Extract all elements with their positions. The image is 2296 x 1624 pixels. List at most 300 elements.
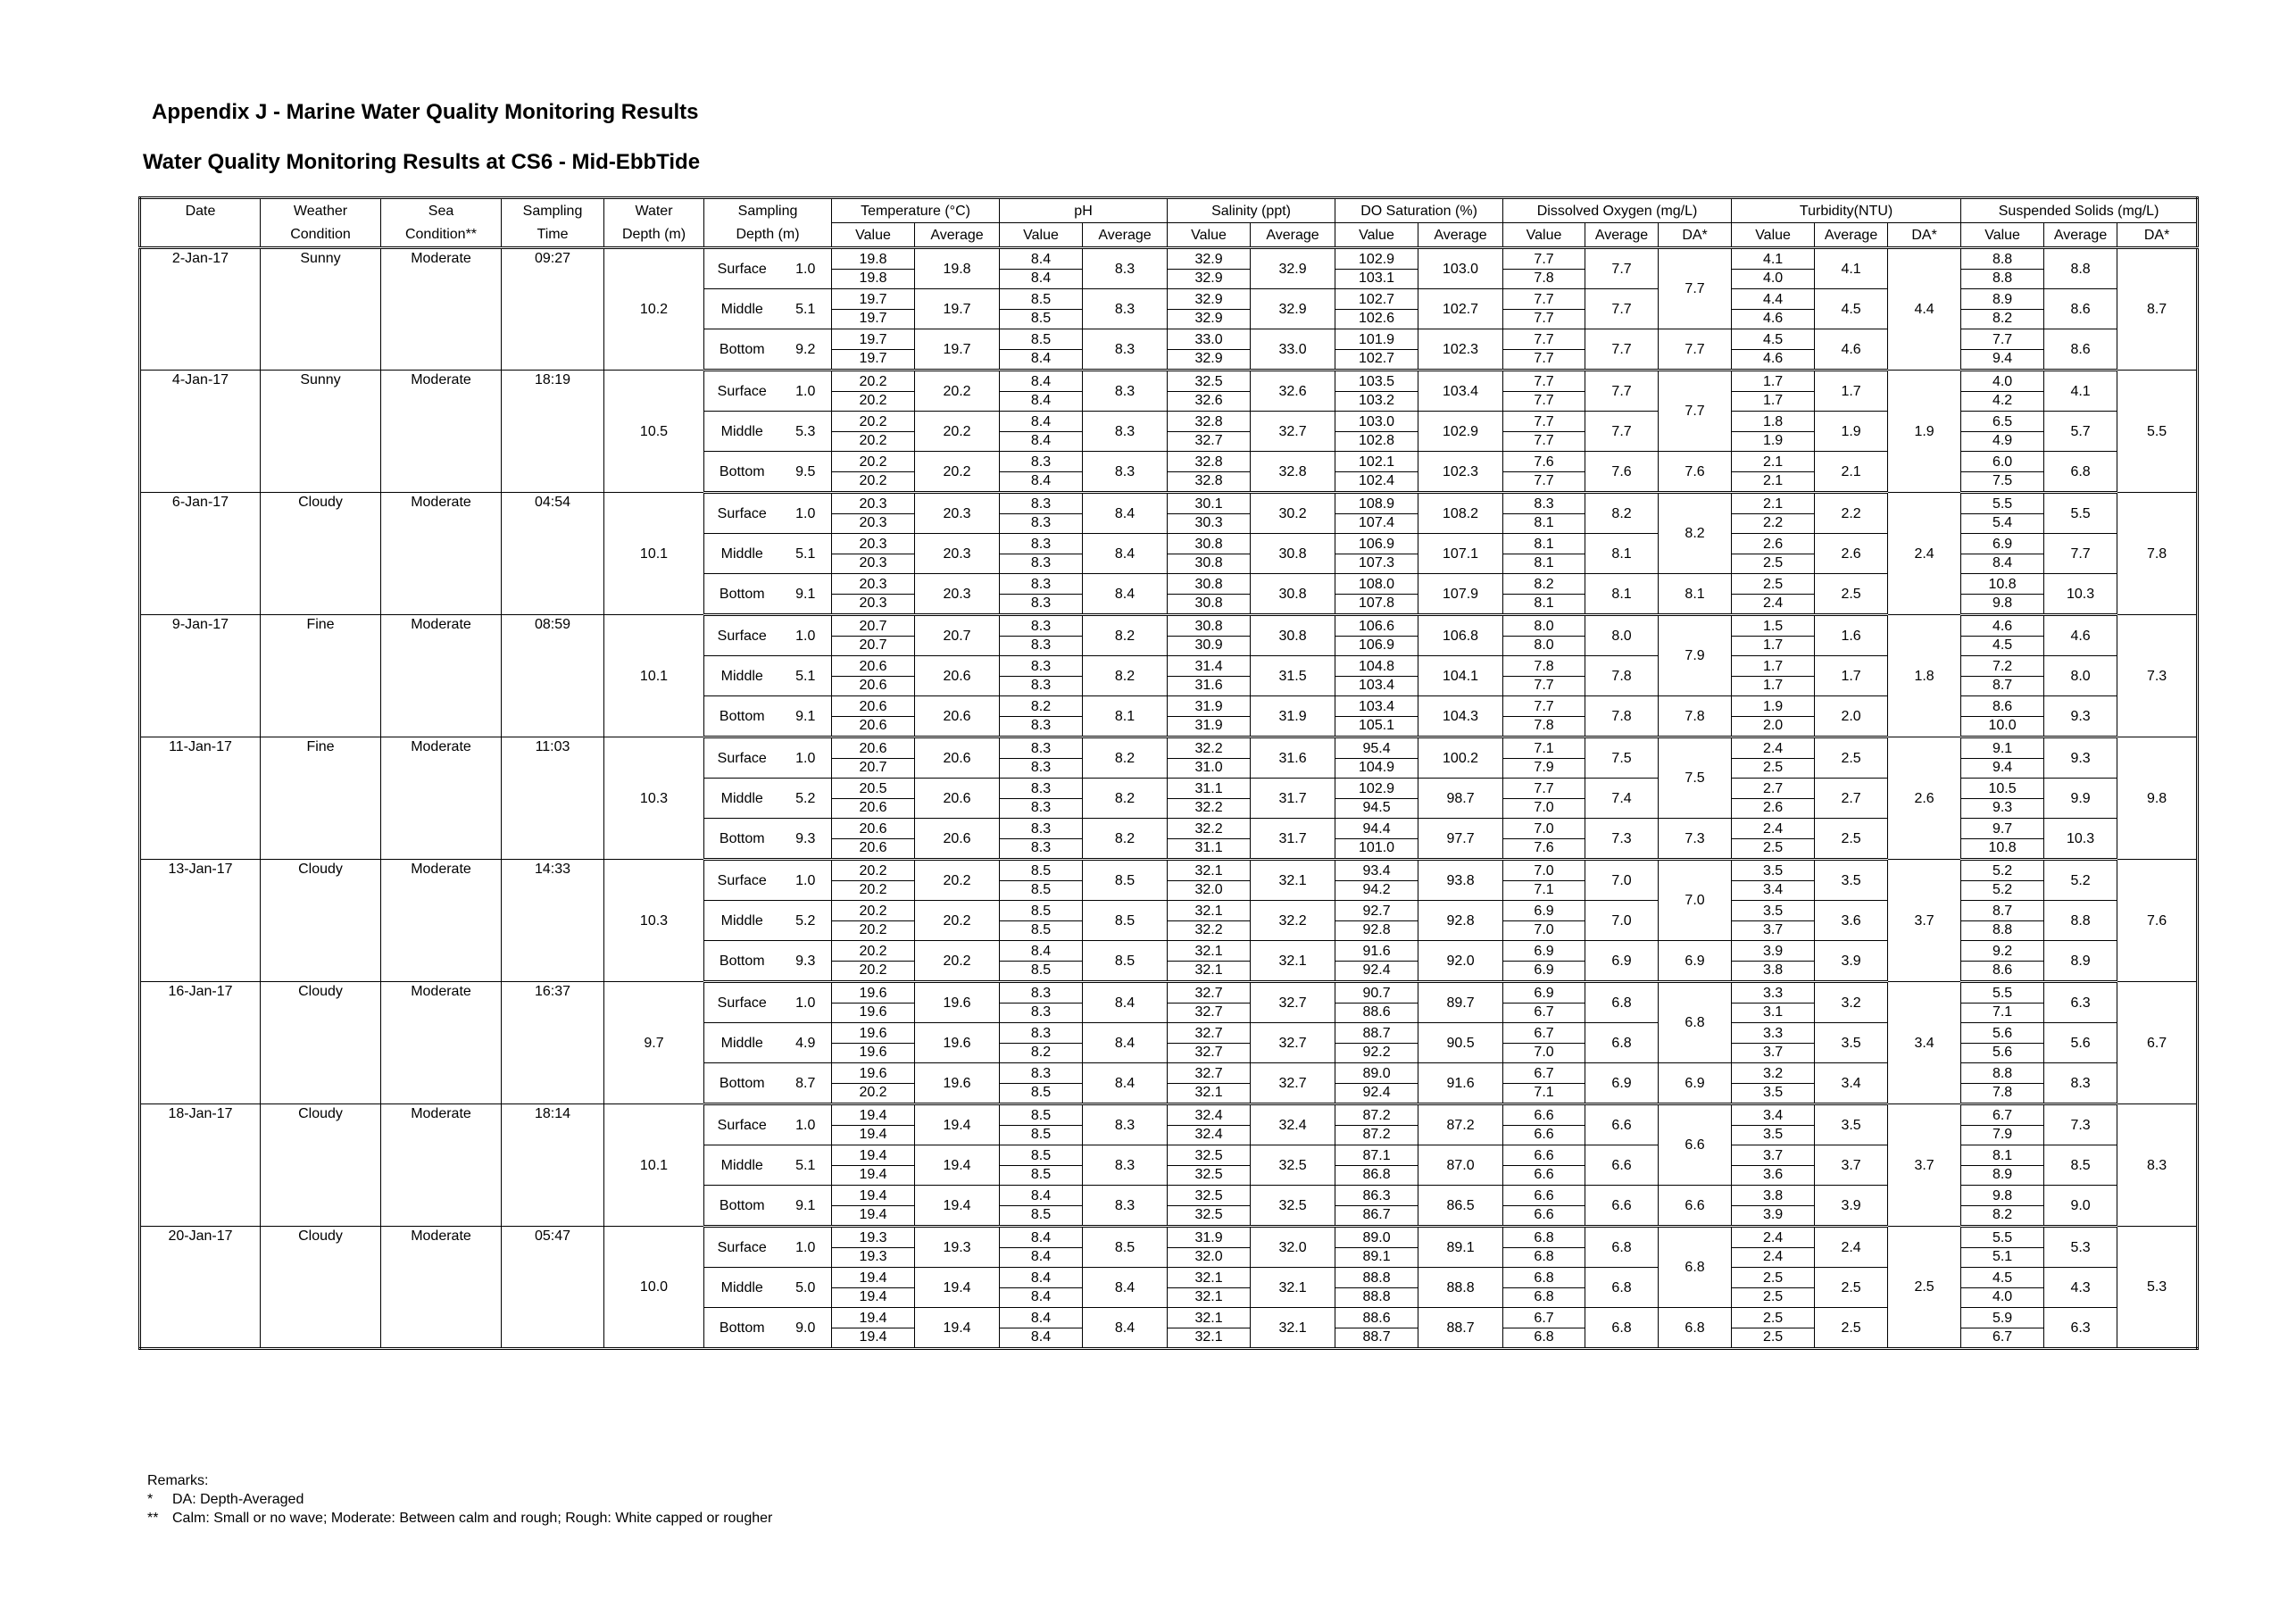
sampling-depth-cell: 8.7 bbox=[780, 1063, 832, 1104]
water-depth-cell: 10.3 bbox=[604, 737, 704, 860]
dissolved-oxygen-values bbox=[1503, 860, 1585, 901]
salinity-values bbox=[1168, 248, 1251, 289]
sea-condition-cell: Moderate bbox=[381, 493, 502, 615]
suspended-solids-values-reading: 7.9 bbox=[1961, 1125, 2043, 1144]
sampling-depth-cell: 5.1 bbox=[780, 289, 832, 329]
dissolved-oxygen-average: 8.1 bbox=[1585, 534, 1659, 574]
turbidity-average: 3.9 bbox=[1815, 941, 1888, 982]
sampling-level-cell: Surface bbox=[704, 493, 780, 534]
do-saturation-values-reading: 103.0 bbox=[1359, 413, 1395, 429]
dissolved-oxygen-average: 6.8 bbox=[1585, 982, 1659, 1023]
dissolved-oxygen-values bbox=[1503, 982, 1585, 1023]
suspended-solids-values-reading: 9.8 bbox=[1992, 1187, 2013, 1203]
temperature-values bbox=[832, 534, 915, 574]
do-saturation-average: 89.1 bbox=[1418, 1227, 1503, 1268]
turbidity-values bbox=[1732, 452, 1815, 493]
temperature-average: 19.8 bbox=[915, 248, 1000, 289]
dissolved-oxygen-values-reading: 6.8 bbox=[1534, 1229, 1554, 1245]
do-saturation-values bbox=[1335, 860, 1418, 901]
ph-average: 8.5 bbox=[1083, 901, 1168, 941]
do-saturation-values-reading: 92.8 bbox=[1335, 920, 1418, 939]
salinity-values bbox=[1168, 1145, 1251, 1186]
salinity-average: 32.1 bbox=[1251, 860, 1335, 901]
ph-average: 8.4 bbox=[1083, 1308, 1168, 1349]
temperature-values-reading: 20.2 bbox=[832, 920, 914, 939]
dissolved-oxygen-average: 7.7 bbox=[1585, 329, 1659, 371]
ph-values-reading: 8.4 bbox=[1000, 349, 1082, 368]
dissolved-oxygen-values-reading: 7.1 bbox=[1534, 740, 1554, 756]
temperature-values-reading: 20.2 bbox=[832, 961, 914, 979]
sampling-level-cell: Middle bbox=[704, 1268, 780, 1308]
temperature-values-reading: 20.3 bbox=[859, 496, 887, 512]
turbidity-average: 3.5 bbox=[1815, 1023, 1888, 1063]
sampling-depth-cell: 1.0 bbox=[780, 1104, 832, 1145]
temperature-average: 19.6 bbox=[915, 982, 1000, 1023]
do-saturation-values bbox=[1335, 901, 1418, 941]
suspended-solids-average: 8.8 bbox=[2044, 248, 2117, 289]
temperature-values bbox=[832, 1063, 915, 1104]
do-saturation-values-reading: 102.1 bbox=[1359, 454, 1395, 470]
suspended-solids-values-reading: 5.6 bbox=[1992, 1025, 2013, 1041]
suspended-solids-values-reading: 10.8 bbox=[1961, 838, 2043, 857]
suspended-solids-values-reading: 8.6 bbox=[1992, 698, 2013, 714]
dissolved-oxygen-values-reading: 7.1 bbox=[1503, 1083, 1585, 1102]
do-saturation-values-reading: 88.7 bbox=[1362, 1025, 1391, 1041]
header-do-saturation: DO Saturation (%) bbox=[1335, 198, 1503, 223]
temperature-values-reading: 19.4 bbox=[832, 1165, 914, 1184]
suspended-solids-values-reading: 5.1 bbox=[1961, 1247, 2043, 1266]
header-average: Average bbox=[1083, 223, 1168, 248]
temperature-values bbox=[832, 982, 915, 1023]
salinity-values bbox=[1168, 452, 1251, 493]
sampling-depth-cell: 1.0 bbox=[780, 248, 832, 289]
ph-values bbox=[1000, 329, 1083, 371]
salinity-values-reading: 32.1 bbox=[1168, 1287, 1250, 1306]
do-saturation-values-reading: 107.4 bbox=[1335, 513, 1418, 532]
dissolved-oxygen-values bbox=[1503, 819, 1585, 860]
sampling-time-cell: 05:47 bbox=[502, 1227, 604, 1349]
dissolved-oxygen-values bbox=[1503, 696, 1585, 737]
header-time-sub: Time bbox=[502, 223, 604, 248]
header-average: Average bbox=[1815, 223, 1888, 248]
salinity-values-reading: 32.1 bbox=[1168, 1083, 1250, 1102]
turbidity-values-reading: 3.7 bbox=[1732, 920, 1814, 939]
header-turbidity: Turbidity(NTU) bbox=[1732, 198, 1961, 223]
sampling-depth-cell: 9.1 bbox=[780, 696, 832, 737]
do-saturation-values-reading: 102.7 bbox=[1335, 349, 1418, 368]
turbidity-values-reading: 3.3 bbox=[1762, 1025, 1784, 1041]
water-depth-cell: 10.0 bbox=[604, 1227, 704, 1349]
ph-average: 8.1 bbox=[1083, 696, 1168, 737]
turbidity-values bbox=[1732, 1145, 1815, 1186]
weather-cell: Sunny bbox=[261, 248, 381, 371]
dissolved-oxygen-average: 7.7 bbox=[1585, 248, 1659, 289]
date-cell: 9-Jan-17 bbox=[140, 615, 261, 737]
suspended-solids-values-reading: 8.4 bbox=[1961, 554, 2043, 572]
temperature-average: 20.6 bbox=[915, 779, 1000, 819]
ph-values-reading: 8.4 bbox=[1000, 1247, 1082, 1266]
turbidity-da: 1.9 bbox=[1888, 371, 1961, 493]
ph-values-reading: 8.4 bbox=[1030, 413, 1052, 429]
dissolved-oxygen-values-reading: 6.7 bbox=[1534, 1025, 1554, 1041]
header-average: Average bbox=[1418, 223, 1503, 248]
suspended-solids-values-reading: 4.0 bbox=[1961, 1287, 2043, 1306]
sampling-level-cell: Bottom bbox=[704, 574, 780, 615]
dissolved-oxygen-values bbox=[1503, 1145, 1585, 1186]
salinity-values-reading: 32.4 bbox=[1194, 1107, 1223, 1123]
sampling-depth-cell: 5.1 bbox=[780, 1145, 832, 1186]
dissolved-oxygen-values-reading: 8.1 bbox=[1503, 594, 1585, 612]
turbidity-values-reading: 2.0 bbox=[1732, 716, 1814, 735]
suspended-solids-da: 8.7 bbox=[2117, 248, 2198, 371]
sampling-time-cell: 11:03 bbox=[502, 737, 604, 860]
temperature-average: 20.3 bbox=[915, 534, 1000, 574]
ph-values bbox=[1000, 493, 1083, 534]
do-saturation-values-reading: 101.0 bbox=[1335, 838, 1418, 857]
turbidity-values-reading: 1.7 bbox=[1732, 676, 1814, 695]
suspended-solids-values-reading: 5.9 bbox=[1992, 1310, 2013, 1326]
temperature-values-reading: 19.4 bbox=[859, 1270, 887, 1286]
suspended-solids-values-reading: 4.6 bbox=[1992, 618, 2013, 634]
dissolved-oxygen-values-reading: 6.9 bbox=[1534, 943, 1554, 959]
temperature-average: 20.6 bbox=[915, 656, 1000, 696]
do-saturation-average: 91.6 bbox=[1418, 1063, 1503, 1104]
header-temperature: Temperature (°C) bbox=[832, 198, 1000, 223]
salinity-values-reading: 30.8 bbox=[1168, 594, 1250, 612]
suspended-solids-values-reading: 6.9 bbox=[1992, 536, 2013, 552]
salinity-values-reading: 33.0 bbox=[1194, 331, 1223, 347]
ph-values-reading: 8.3 bbox=[1030, 1065, 1052, 1081]
suspended-solids-da: 5.5 bbox=[2117, 371, 2198, 493]
ph-values bbox=[1000, 371, 1083, 412]
header-da: DA* bbox=[1888, 223, 1961, 248]
salinity-values bbox=[1168, 982, 1251, 1023]
header-sampling-depth-sub: Depth (m) bbox=[704, 223, 832, 248]
sampling-level-cell: Bottom bbox=[704, 1186, 780, 1227]
temperature-values bbox=[832, 412, 915, 452]
salinity-values-reading: 32.8 bbox=[1194, 413, 1223, 429]
ph-values-reading: 8.3 bbox=[1030, 658, 1052, 674]
ph-average: 8.3 bbox=[1083, 248, 1168, 289]
salinity-average: 31.9 bbox=[1251, 696, 1335, 737]
sea-condition-cell: Moderate bbox=[381, 1227, 502, 1349]
temperature-average: 20.3 bbox=[915, 493, 1000, 534]
turbidity-values-reading: 2.4 bbox=[1732, 594, 1814, 612]
remark-mark: * bbox=[147, 1492, 154, 1507]
temperature-values-reading: 20.2 bbox=[859, 413, 887, 429]
dissolved-oxygen-average: 7.3 bbox=[1585, 819, 1659, 860]
temperature-values bbox=[832, 289, 915, 329]
ph-average: 8.4 bbox=[1083, 1023, 1168, 1063]
salinity-values-reading: 32.7 bbox=[1168, 431, 1250, 450]
ph-values-reading: 8.4 bbox=[1030, 251, 1052, 267]
header-value: Value bbox=[1168, 223, 1251, 248]
suspended-solids-values bbox=[1961, 1104, 2044, 1145]
temperature-average: 20.2 bbox=[915, 371, 1000, 412]
suspended-solids-values bbox=[1961, 1268, 2044, 1308]
temperature-values-reading: 19.4 bbox=[832, 1205, 914, 1224]
salinity-values bbox=[1168, 779, 1251, 819]
dissolved-oxygen-values-reading: 6.6 bbox=[1503, 1165, 1585, 1184]
salinity-values bbox=[1168, 412, 1251, 452]
sampling-depth-cell: 5.0 bbox=[780, 1268, 832, 1308]
turbidity-values-reading: 3.3 bbox=[1762, 985, 1784, 1001]
dissolved-oxygen-values-reading: 7.0 bbox=[1534, 862, 1554, 879]
salinity-average: 31.7 bbox=[1251, 779, 1335, 819]
temperature-values-reading: 20.2 bbox=[832, 431, 914, 450]
dissolved-oxygen-values bbox=[1503, 1023, 1585, 1063]
suspended-solids-values-reading: 8.6 bbox=[1961, 961, 2043, 979]
temperature-values bbox=[832, 941, 915, 982]
temperature-values-reading: 20.2 bbox=[832, 391, 914, 410]
sampling-time-cell: 18:19 bbox=[502, 371, 604, 493]
suspended-solids-values bbox=[1961, 615, 2044, 656]
sampling-level-cell: Middle bbox=[704, 656, 780, 696]
temperature-average: 20.6 bbox=[915, 737, 1000, 779]
weather-cell: Cloudy bbox=[261, 493, 381, 615]
ph-values bbox=[1000, 737, 1083, 779]
suspended-solids-values-reading: 7.2 bbox=[1992, 658, 2013, 674]
salinity-values-reading: 31.1 bbox=[1194, 780, 1223, 796]
salinity-values-reading: 32.9 bbox=[1194, 251, 1223, 267]
dissolved-oxygen-values-reading: 6.6 bbox=[1534, 1107, 1554, 1123]
temperature-values-reading: 19.7 bbox=[832, 309, 914, 328]
turbidity-values bbox=[1732, 493, 1815, 534]
dissolved-oxygen-values-reading: 7.6 bbox=[1503, 838, 1585, 857]
ph-values-reading: 8.5 bbox=[1000, 309, 1082, 328]
ph-values-reading: 8.3 bbox=[1000, 838, 1082, 857]
suspended-solids-average: 6.3 bbox=[2044, 1308, 2117, 1349]
sampling-level-cell: Bottom bbox=[704, 1063, 780, 1104]
suspended-solids-values-reading: 8.1 bbox=[1992, 1147, 2013, 1163]
dissolved-oxygen-da-bottom: 8.1 bbox=[1659, 574, 1732, 615]
dissolved-oxygen-values bbox=[1503, 329, 1585, 371]
sampling-depth-cell: 9.2 bbox=[780, 329, 832, 371]
suspended-solids-average: 9.3 bbox=[2044, 737, 2117, 779]
header-ph: pH bbox=[1000, 198, 1168, 223]
suspended-solids-values-reading: 8.2 bbox=[1961, 1205, 2043, 1224]
date-cell: 16-Jan-17 bbox=[140, 982, 261, 1104]
dissolved-oxygen-values-reading: 6.8 bbox=[1503, 1328, 1585, 1346]
water-depth-cell: 10.2 bbox=[604, 248, 704, 371]
salinity-values-reading: 31.1 bbox=[1168, 838, 1250, 857]
ph-values bbox=[1000, 982, 1083, 1023]
header-date-blank bbox=[140, 223, 261, 248]
suspended-solids-values bbox=[1961, 493, 2044, 534]
dissolved-oxygen-average: 6.6 bbox=[1585, 1104, 1659, 1145]
water-depth-cell: 10.1 bbox=[604, 493, 704, 615]
suspended-solids-values bbox=[1961, 860, 2044, 901]
temperature-average: 19.4 bbox=[915, 1268, 1000, 1308]
temperature-values bbox=[832, 696, 915, 737]
suspended-solids-values-reading: 5.5 bbox=[1992, 985, 2013, 1001]
table-row bbox=[140, 1104, 2198, 1145]
turbidity-values-reading: 2.6 bbox=[1762, 536, 1784, 552]
salinity-values-reading: 31.9 bbox=[1194, 698, 1223, 714]
dissolved-oxygen-values bbox=[1503, 371, 1585, 412]
temperature-values-reading: 20.6 bbox=[859, 820, 887, 837]
salinity-values-reading: 30.3 bbox=[1168, 513, 1250, 532]
dissolved-oxygen-values bbox=[1503, 412, 1585, 452]
salinity-average: 32.7 bbox=[1251, 1063, 1335, 1104]
ph-values-reading: 8.4 bbox=[1030, 1187, 1052, 1203]
salinity-values-reading: 32.2 bbox=[1168, 920, 1250, 939]
temperature-values bbox=[832, 737, 915, 779]
dissolved-oxygen-values-reading: 7.7 bbox=[1534, 291, 1554, 307]
ph-average: 8.4 bbox=[1083, 534, 1168, 574]
salinity-values-reading: 32.7 bbox=[1194, 1065, 1223, 1081]
salinity-average: 31.7 bbox=[1251, 819, 1335, 860]
dissolved-oxygen-values-reading: 8.0 bbox=[1534, 618, 1554, 634]
turbidity-average: 1.9 bbox=[1815, 412, 1888, 452]
suspended-solids-values-reading: 9.2 bbox=[1992, 943, 2013, 959]
temperature-values-reading: 20.2 bbox=[859, 373, 887, 389]
temperature-values bbox=[832, 1186, 915, 1227]
temperature-average: 20.2 bbox=[915, 860, 1000, 901]
date-cell: 20-Jan-17 bbox=[140, 1227, 261, 1349]
turbidity-values-reading: 2.5 bbox=[1762, 576, 1784, 592]
ph-values bbox=[1000, 1104, 1083, 1145]
turbidity-values bbox=[1732, 1268, 1815, 1308]
sampling-level-cell: Surface bbox=[704, 371, 780, 412]
dissolved-oxygen-values bbox=[1503, 941, 1585, 982]
do-saturation-values-reading: 107.8 bbox=[1335, 594, 1418, 612]
suspended-solids-values-reading: 10.5 bbox=[1988, 780, 2017, 796]
ph-values-reading: 8.5 bbox=[1000, 1165, 1082, 1184]
suspended-solids-average: 5.6 bbox=[2044, 1023, 2117, 1063]
salinity-values-reading: 32.2 bbox=[1194, 740, 1223, 756]
sampling-level-cell: Middle bbox=[704, 1023, 780, 1063]
header-value: Value bbox=[1961, 223, 2044, 248]
temperature-values-reading: 19.6 bbox=[832, 1043, 914, 1062]
ph-values bbox=[1000, 901, 1083, 941]
temperature-values-reading: 20.6 bbox=[832, 716, 914, 735]
suspended-solids-values bbox=[1961, 779, 2044, 819]
suspended-solids-average: 10.3 bbox=[2044, 819, 2117, 860]
suspended-solids-values-reading: 10.0 bbox=[1961, 716, 2043, 735]
salinity-values-reading: 32.1 bbox=[1194, 1310, 1223, 1326]
turbidity-values-reading: 3.1 bbox=[1732, 1003, 1814, 1021]
turbidity-values-reading: 3.5 bbox=[1732, 1125, 1814, 1144]
turbidity-average: 2.6 bbox=[1815, 534, 1888, 574]
suspended-solids-average: 7.7 bbox=[2044, 534, 2117, 574]
weather-cell: Cloudy bbox=[261, 982, 381, 1104]
turbidity-values bbox=[1732, 737, 1815, 779]
temperature-average: 20.2 bbox=[915, 412, 1000, 452]
do-saturation-average: 97.7 bbox=[1418, 819, 1503, 860]
do-saturation-values-reading: 105.1 bbox=[1335, 716, 1418, 735]
temperature-values-reading: 20.7 bbox=[859, 618, 887, 634]
header-value: Value bbox=[1000, 223, 1083, 248]
suspended-solids-average: 9.3 bbox=[2044, 696, 2117, 737]
do-saturation-values-reading: 104.9 bbox=[1335, 758, 1418, 777]
salinity-average: 31.5 bbox=[1251, 656, 1335, 696]
salinity-values-reading: 32.7 bbox=[1194, 985, 1223, 1001]
suspended-solids-values bbox=[1961, 289, 2044, 329]
ph-average: 8.2 bbox=[1083, 819, 1168, 860]
date-cell: 13-Jan-17 bbox=[140, 860, 261, 982]
do-saturation-values-reading: 106.9 bbox=[1335, 636, 1418, 654]
ph-average: 8.2 bbox=[1083, 656, 1168, 696]
ph-values-reading: 8.3 bbox=[1000, 758, 1082, 777]
turbidity-values bbox=[1732, 371, 1815, 412]
temperature-values bbox=[832, 1104, 915, 1145]
salinity-values bbox=[1168, 534, 1251, 574]
ph-values bbox=[1000, 1063, 1083, 1104]
turbidity-values-reading: 2.4 bbox=[1762, 820, 1784, 837]
remark-text: Calm: Small or no wave; Moderate: Between calm and rough; Rough: White capped or rougher bbox=[172, 1511, 773, 1526]
dissolved-oxygen-values-reading: 7.0 bbox=[1503, 798, 1585, 817]
salinity-average: 32.7 bbox=[1251, 982, 1335, 1023]
sampling-time-cell: 16:37 bbox=[502, 982, 604, 1104]
ph-average: 8.4 bbox=[1083, 493, 1168, 534]
suspended-solids-values-reading: 5.6 bbox=[1961, 1043, 2043, 1062]
weather-cell: Cloudy bbox=[261, 1104, 381, 1227]
salinity-values-reading: 32.6 bbox=[1168, 391, 1250, 410]
temperature-average: 19.3 bbox=[915, 1227, 1000, 1268]
temperature-values-reading: 20.2 bbox=[859, 454, 887, 470]
sampling-level-cell: Surface bbox=[704, 860, 780, 901]
dissolved-oxygen-values-reading: 7.7 bbox=[1503, 676, 1585, 695]
dissolved-oxygen-values-reading: 6.6 bbox=[1503, 1205, 1585, 1224]
turbidity-average: 2.2 bbox=[1815, 493, 1888, 534]
ph-average: 8.4 bbox=[1083, 574, 1168, 615]
sampling-level-cell: Bottom bbox=[704, 941, 780, 982]
temperature-values bbox=[832, 1227, 915, 1268]
temperature-values bbox=[832, 329, 915, 371]
salinity-values bbox=[1168, 1186, 1251, 1227]
ph-average: 8.4 bbox=[1083, 1268, 1168, 1308]
do-saturation-values-reading: 102.9 bbox=[1359, 780, 1395, 796]
page-subtitle: Water Quality Monitoring Results at CS6 - Mid-EbbTide bbox=[143, 150, 701, 174]
dissolved-oxygen-da-bottom: 6.9 bbox=[1659, 1063, 1732, 1104]
sampling-level-cell: Surface bbox=[704, 737, 780, 779]
turbidity-values-reading: 1.7 bbox=[1732, 636, 1814, 654]
turbidity-values-reading: 3.7 bbox=[1732, 1043, 1814, 1062]
salinity-values-reading: 30.1 bbox=[1194, 496, 1223, 512]
ph-values-reading: 8.3 bbox=[1030, 740, 1052, 756]
header-row-1 bbox=[140, 198, 2198, 223]
dissolved-oxygen-values-reading: 7.7 bbox=[1503, 391, 1585, 410]
turbidity-values-reading: 3.5 bbox=[1732, 1083, 1814, 1102]
suspended-solids-values bbox=[1961, 329, 2044, 371]
dissolved-oxygen-values bbox=[1503, 534, 1585, 574]
suspended-solids-average: 7.3 bbox=[2044, 1104, 2117, 1145]
temperature-values-reading: 20.3 bbox=[832, 594, 914, 612]
turbidity-values-reading: 2.1 bbox=[1732, 471, 1814, 490]
dissolved-oxygen-values-reading: 7.8 bbox=[1503, 269, 1585, 287]
salinity-average: 32.1 bbox=[1251, 1308, 1335, 1349]
temperature-values-reading: 19.3 bbox=[832, 1247, 914, 1266]
suspended-solids-values-reading: 4.5 bbox=[1992, 1270, 2013, 1286]
temperature-average: 20.2 bbox=[915, 901, 1000, 941]
salinity-values bbox=[1168, 901, 1251, 941]
turbidity-average: 3.6 bbox=[1815, 901, 1888, 941]
do-saturation-values-reading: 88.8 bbox=[1362, 1270, 1391, 1286]
do-saturation-average: 86.5 bbox=[1418, 1186, 1503, 1227]
suspended-solids-values-reading: 8.7 bbox=[1961, 676, 2043, 695]
dissolved-oxygen-values bbox=[1503, 289, 1585, 329]
turbidity-da: 2.6 bbox=[1888, 737, 1961, 860]
salinity-values-reading: 32.9 bbox=[1194, 291, 1223, 307]
weather-cell: Cloudy bbox=[261, 860, 381, 982]
turbidity-values-reading: 3.4 bbox=[1732, 880, 1814, 899]
turbidity-values-reading: 3.2 bbox=[1762, 1065, 1784, 1081]
temperature-average: 20.7 bbox=[915, 615, 1000, 656]
temperature-values-reading: 19.3 bbox=[859, 1229, 887, 1245]
suspended-solids-values bbox=[1961, 1023, 2044, 1063]
temperature-values-reading: 20.6 bbox=[832, 798, 914, 817]
